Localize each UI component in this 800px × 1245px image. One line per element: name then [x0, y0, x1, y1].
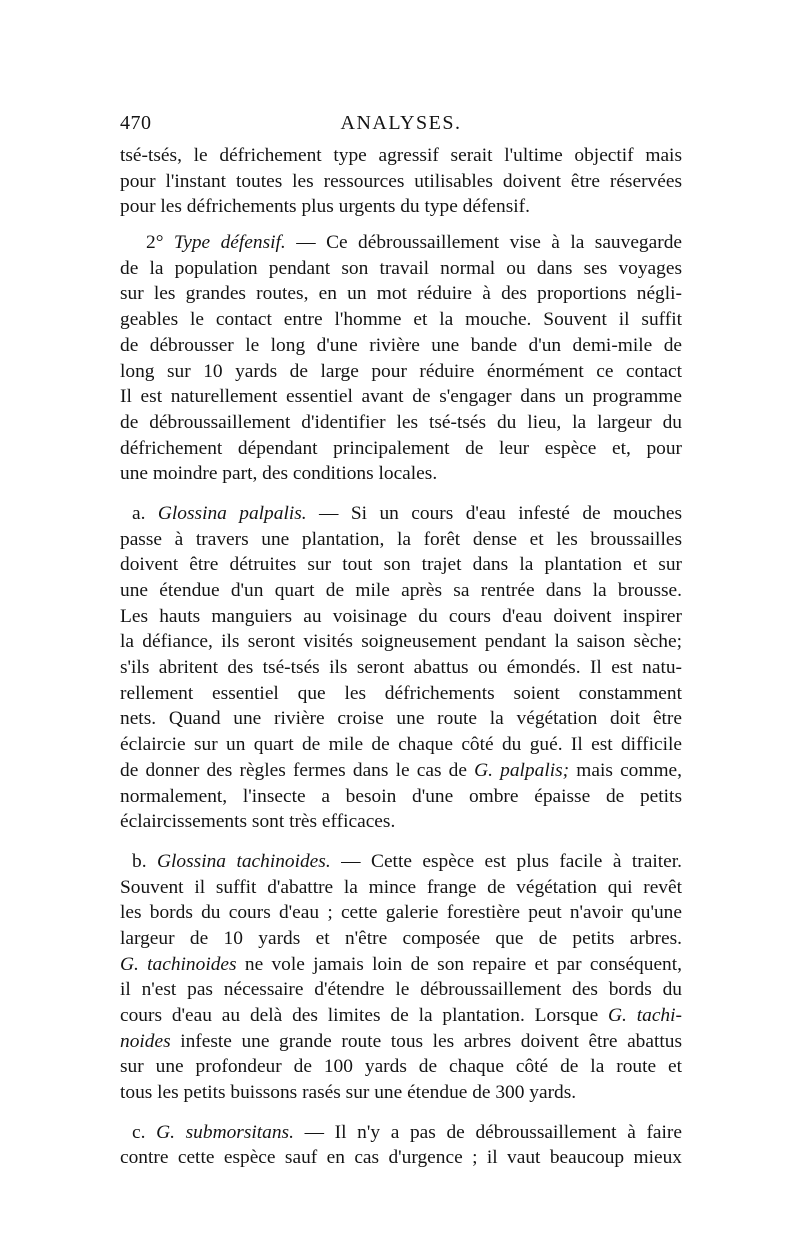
text-run: de donner des règles fermes dans le cas de — [120, 759, 475, 781]
section-number: 2° — [146, 232, 174, 254]
text-line: sur les grandes routes, en un mot réduire à des proportions négli- — [120, 283, 682, 305]
paragraph-gap — [120, 487, 682, 501]
text-line — [120, 849, 682, 875]
page-header — [120, 112, 682, 142]
text-run: ne vole jamais loin de son repaire et par conséquent, — [236, 953, 682, 975]
text-line: de débroussaillement d'identifier les tsé-tsés du lieu, la largeur du — [120, 411, 682, 433]
text-line: la défiance, ils seront visités soigneusement pendant la saison sèche; — [120, 631, 682, 653]
paragraph-g-submorsitans — [120, 1120, 682, 1171]
text-line: nets. Quand une rivière croise une route la végétation doit être — [120, 708, 682, 730]
text-run: — Ce débroussaillement vise à la sauvegarde — [285, 232, 682, 254]
text-line: de la population pendant son travail normal ou dans ses voyages — [120, 257, 682, 279]
paragraph-glossina-palpalis — [120, 501, 682, 835]
text-line — [120, 758, 682, 784]
text-run: — Si un cours d'eau infesté de mouches — [306, 502, 682, 524]
text-line — [120, 1003, 682, 1029]
item-letter: a. — [132, 502, 158, 524]
text-line: pour l'instant toutes les ressources utilisables doivent être réservées — [120, 170, 682, 192]
text-line — [120, 1120, 682, 1146]
text-run: — Il n'y a pas de débroussaillement à faire — [293, 1121, 682, 1143]
paragraph-gap — [120, 835, 682, 849]
text-line: geables le contact entre l'homme et la mouche. Souvent il suffit — [120, 309, 682, 331]
text-line — [120, 952, 682, 978]
paragraph-glossina-tachinoides — [120, 849, 682, 1106]
page-number: 470 — [120, 112, 152, 134]
text-line: de débrousser le long d'une rivière une bande d'un demi-mile de — [120, 334, 682, 356]
species-heading: Glossina tachinoides. — [157, 850, 331, 872]
text-run: cours d'eau au delà des limites de la plantation. Lorsque — [120, 1005, 609, 1026]
text-line: une moindre part, des conditions locales. — [120, 463, 438, 485]
item-letter: c. — [132, 1121, 157, 1143]
species-name: G. tachinoides — [120, 953, 237, 975]
text-line: tsé-tsés, le défrichement type agressif serait l'ultime objectif mais — [120, 145, 682, 166]
text-run: — Cette espèce est plus facile à traiter. — [330, 850, 682, 872]
text-line: Les hauts manguiers au voisinage du cours d'eau doivent inspirer — [120, 605, 682, 627]
text-line: Il est naturellement essentiel avant de s'engager dans un programme — [120, 386, 682, 408]
text-line: passe à travers une plantation, la forêt dense et les broussailles — [120, 528, 682, 550]
text-line: il n'est pas nécessaire d'étendre le débroussaillement des bords du — [120, 979, 682, 1001]
text-line: tous les petits buissons rasés sur une étendue de 300 yards. — [120, 1082, 577, 1104]
item-letter: b. — [132, 850, 158, 872]
text-line: rellement essentiel que les défrichements soient constamment — [120, 682, 682, 704]
text-line — [120, 230, 682, 256]
text-line: contre cette espèce sauf en cas d'urgence ; il vaut beaucoup mieux — [120, 1147, 682, 1169]
text-line: éclaircissements sont très efficaces. — [120, 811, 396, 833]
species-name: noides — [120, 1030, 171, 1052]
text-line: largeur de 10 yards et n'être composée que de petits arbres. — [120, 927, 682, 949]
running-title: ANALYSES. — [340, 112, 462, 134]
text-run: infeste une grande route tous les arbres doivent être abattus — [170, 1030, 682, 1052]
text-line: doivent être détruites sur tout son trajet dans la plantation et sur — [120, 554, 682, 576]
text-line: normalement, l'insecte a besoin d'une ombre épaisse de petits — [120, 785, 682, 807]
text-line — [120, 1029, 682, 1055]
section-heading: Type défensif. — [173, 232, 286, 254]
text-line — [120, 501, 682, 527]
text-line: une étendue d'un quart de mile après sa rentrée dans la brousse. — [120, 580, 682, 601]
paragraph-gap — [120, 1106, 682, 1120]
body-text — [120, 143, 682, 1171]
species-heading: Glossina palpalis. — [157, 502, 307, 524]
text-line: éclaircie sur un quart de mile de chaque côté du gué. Il est difficile — [120, 734, 682, 756]
species-name: G. palpalis; — [474, 759, 570, 781]
text-line: sur une profondeur de 100 yards de chaque côté de la route et — [120, 1056, 682, 1078]
text-line: les bords du cours d'eau ; cette galerie forestière peut n'avoir qu'une — [120, 902, 682, 924]
paragraph-type-defensif — [120, 230, 682, 487]
text-run: mais comme, — [569, 759, 682, 781]
text-line: long sur 10 yards de large pour réduire énormément ce contact — [120, 360, 682, 382]
species-heading: G. submorsitans. — [156, 1121, 294, 1143]
text-line: pour les défrichements plus urgents du type défensif. — [120, 196, 530, 218]
paragraph-continuation — [120, 143, 682, 220]
text-line: s'ils abritent des tsé-tsés ils seront abattus ou émondés. Il est natu- — [120, 657, 682, 679]
paragraph-gap — [120, 220, 682, 230]
text-line: défrichement dépendant principalement de leur espèce et, pour — [120, 437, 682, 459]
text-line: Souvent il suffit d'abattre la mince frange de végétation qui revêt — [120, 876, 682, 898]
species-name: G. tachi- — [608, 1005, 682, 1026]
